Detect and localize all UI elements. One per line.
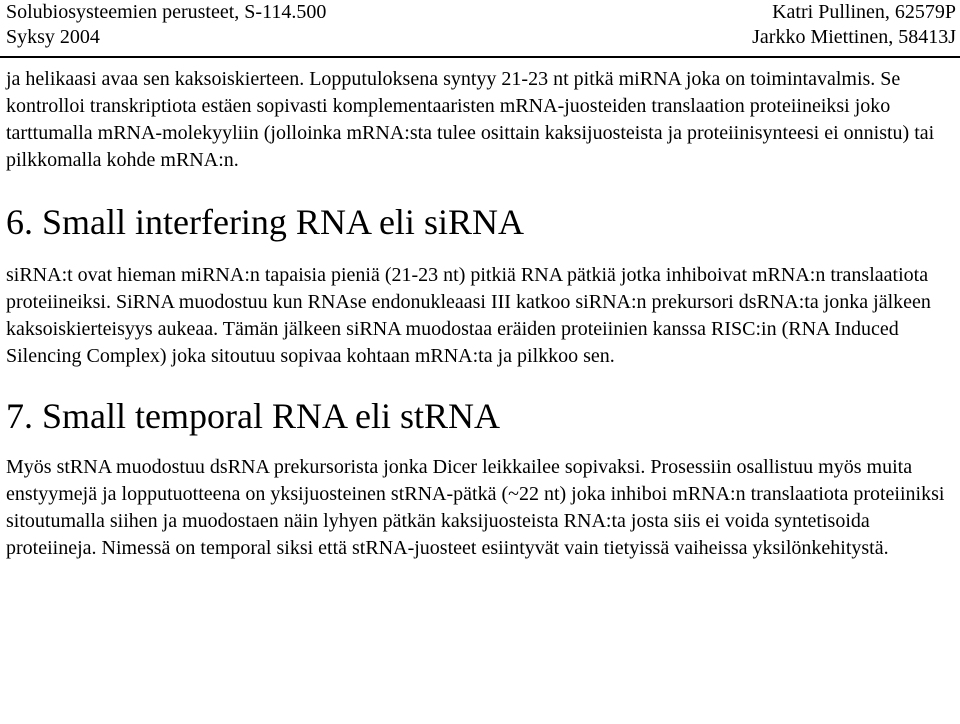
document-body (6, 66, 956, 562)
section-6-heading: 6. Small interfering RNA eli siRNA (6, 202, 524, 242)
mirna-continuation-paragraph: ja helikaasi avaa sen kaksoiskierteen. Lopputuloksena syntyy 21-23 nt pitkä miRNA joka on toimintavalmis. Se kontrolloi transkriptiota estäen sopivasti komplementaaristen mRNA-juosteiden translaation proteiineiksi joko tarttumalla mRNA-molekyyliin (jolloinka mRNA:sta tulee osittain kaksijuosteista ja proteiinisynteesi ei onnistu) tai pilkkomalla kohde mRNA:n. (6, 68, 935, 171)
author-1: Katri Pullinen, 62579P (772, 1, 956, 23)
course-title: Solubiosysteemien perusteet, S-114.500 (6, 1, 327, 23)
strna-paragraph: Myös stRNA muodostuu dsRNA prekursorista jonka Dicer leikkailee sopivaksi. Prosessiin osallistuu myös muita enstyymejä ja lopputuotteena on yksijuosteinen stRNA-pätkä (~22 nt) joka inhiboi mRNA:n translaatiota proteiiniksi sitoutumalla siihen ja muodostaen näin lyhyen pätkän kaksijuosteista RNA:ta josta siis ei voida syntetisoida proteiineja. Nimessä on temporal siksi että stRNA-juosteet esiintyvät vain tietyissä vaiheissa yksilönkehitystä. (6, 456, 945, 559)
author-2: Jarkko Miettinen, 58413J (752, 26, 956, 48)
sirna-paragraph: siRNA:t ovat hieman miRNA:n tapaisia pieniä (21-23 nt) pitkiä RNA pätkiä jotka inhiboivat mRNA:n translaatiota proteiineiksi. SiRNA muodostuu kun RNAse endonukleaasi III katkoo siRNA:n prekursori dsRNA:ta jonka jälkeen kaksoiskierteisyys aukeaa. Tämän jälkeen siRNA muodostaa eräiden proteiinien kanssa RISC:in (RNA Induced Silencing Complex) joka sitoutuu sopivaa kohtaan mRNA:ta ja pilkkoo sen. (6, 264, 931, 367)
term-label: Syksy 2004 (6, 26, 100, 48)
section-7-heading: 7. Small temporal RNA eli stRNA (6, 396, 500, 436)
header-divider (0, 56, 960, 58)
page-header (0, 0, 960, 70)
